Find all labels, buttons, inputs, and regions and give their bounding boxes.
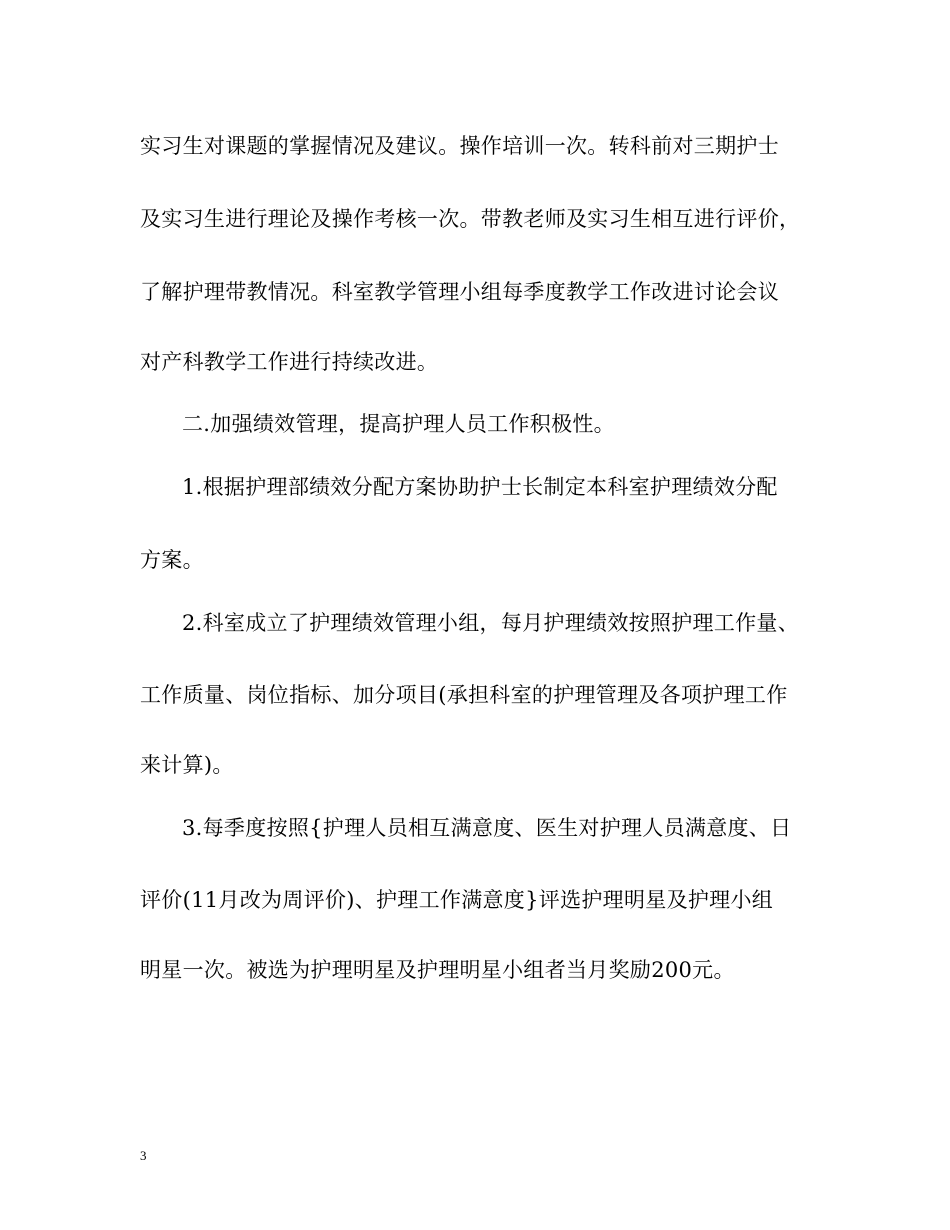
text-line: 来计算)。	[140, 753, 234, 777]
text-line: 方案。	[140, 548, 204, 572]
text-line: 对产科教学工作进行持续改进。	[140, 350, 439, 374]
text-line: 2.科室成立了护理绩效管理小组，每月护理绩效按照护理工作量、	[182, 611, 800, 635]
section-heading: 二.加强绩效管理，提高护理人员工作积极性。	[182, 412, 615, 436]
text-line: 及实习生进行理论及操作考核一次。带教老师及实习生相互进行评价，	[140, 207, 801, 231]
text-line: 了解护理带教情况。科室教学管理小组每季度教学工作改进讨论会议	[140, 280, 779, 304]
text-line: 明星一次。被选为护理明星及护理明星小组者当月奖励200元。	[140, 958, 735, 982]
text-line: 3.每季度按照{护理人员相互满意度、医生对护理人员满意度、日	[182, 816, 792, 840]
text-line: 1.根据护理部绩效分配方案协助护士长制定本科室护理绩效分配	[182, 475, 778, 499]
text-line: 实习生对课题的掌握情况及建议。操作培训一次。转科前对三期护士	[140, 134, 779, 158]
text-line: 工作质量、岗位指标、加分项目(承担科室的护理管理及各项护理工作	[140, 683, 788, 707]
page-number: 3	[140, 1148, 147, 1163]
text-line: 评价(11月改为周评价)、护理工作满意度}评选护理明星及护理小组	[140, 888, 774, 912]
